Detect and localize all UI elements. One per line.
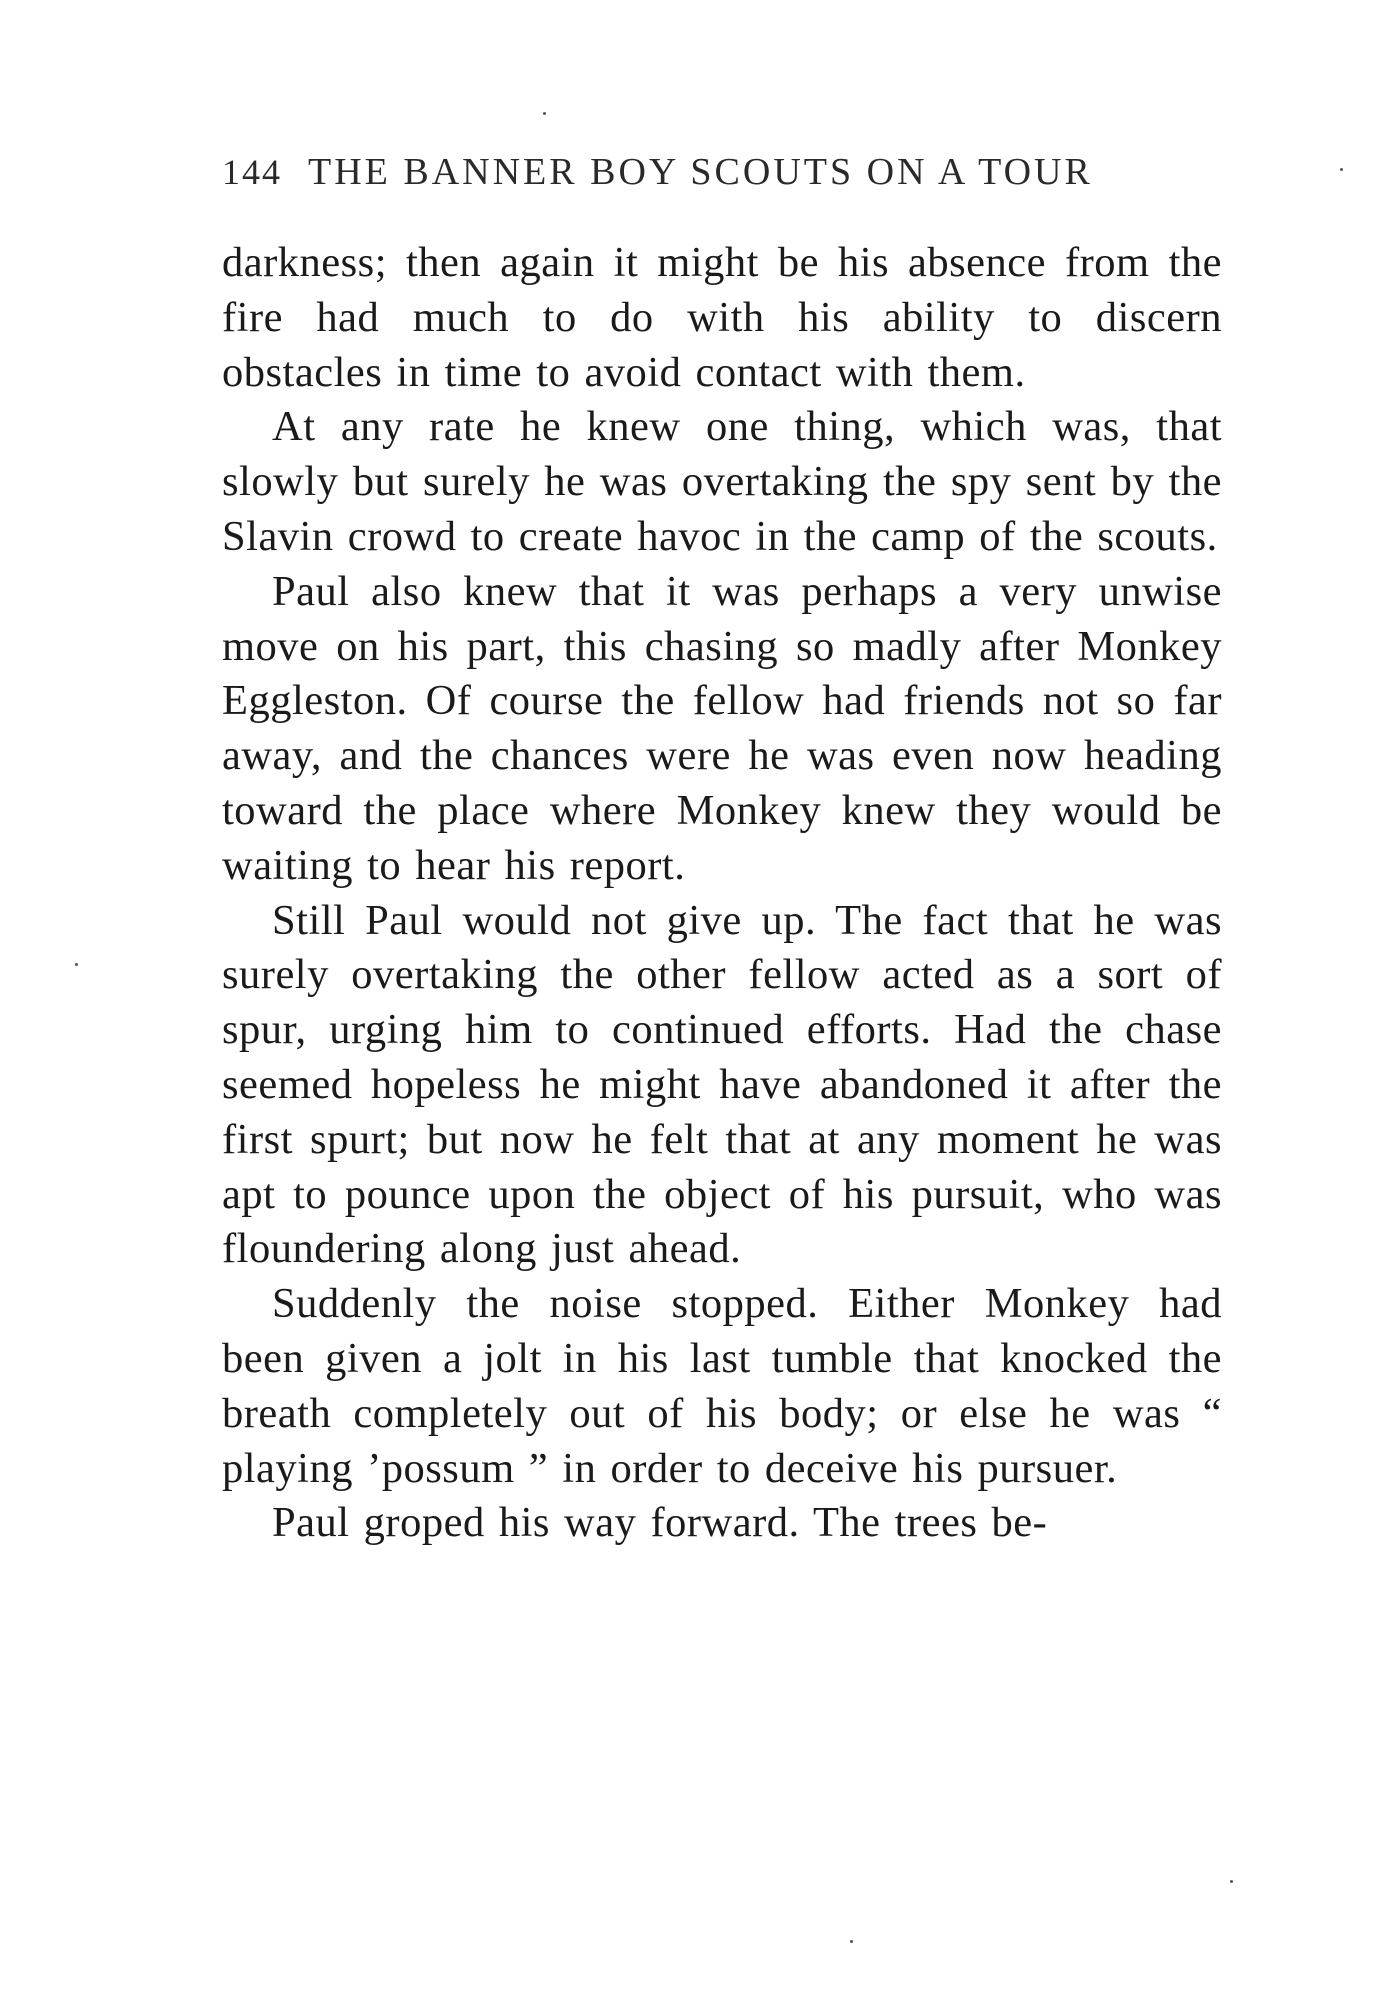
body-text — [222, 236, 1222, 1551]
paragraph: Paul groped his way forward. The trees be- — [272, 1499, 1048, 1547]
print-speck — [1340, 168, 1343, 171]
paragraph: Paul also knew that it was perhaps a very unwise move on his part, this chasing so madly after Monkey Eggleston. Of course the fellow had friends not so far away, and the chances were he was even now heading toward the place where Monkey knew they would be waiting to hear his report. — [222, 567, 1222, 889]
page-number: 144 — [222, 152, 282, 192]
paragraph: darkness; then again it might be his absence from the fire had much to do with his ability to discern obstacles in time to avoid contact with them. — [222, 239, 1222, 396]
running-header — [222, 150, 1222, 210]
paragraph: Still Paul would not give up. The fact that he was surely overtaking the other fellow acted as a sort of spur, urging him to continued efforts. Had the chase seemed hopeless he might have abandoned it after the first spurt; but now he felt that at any moment he was apt to pounce upon the object of his pursuit, who was floundering along just ahead. — [222, 896, 1222, 1273]
paragraph: At any rate he knew one thing, which was, that slowly but surely he was overtaking the spy sent by the Slavin crowd to create havoc in the camp of the scouts. — [222, 403, 1222, 560]
print-speck — [543, 112, 546, 115]
running-title: THE BANNER BOY SCOUTS ON A TOUR — [308, 151, 1093, 193]
print-speck — [850, 1940, 853, 1943]
paragraph: Suddenly the noise stopped. Either Monkey had been given a jolt in his last tumble that knocked the breath completely out of his body; or else he was “ playing ’possum ” in order to deceive his pursuer. — [222, 1280, 1222, 1492]
print-speck — [1230, 1880, 1233, 1883]
print-speck — [75, 963, 78, 966]
